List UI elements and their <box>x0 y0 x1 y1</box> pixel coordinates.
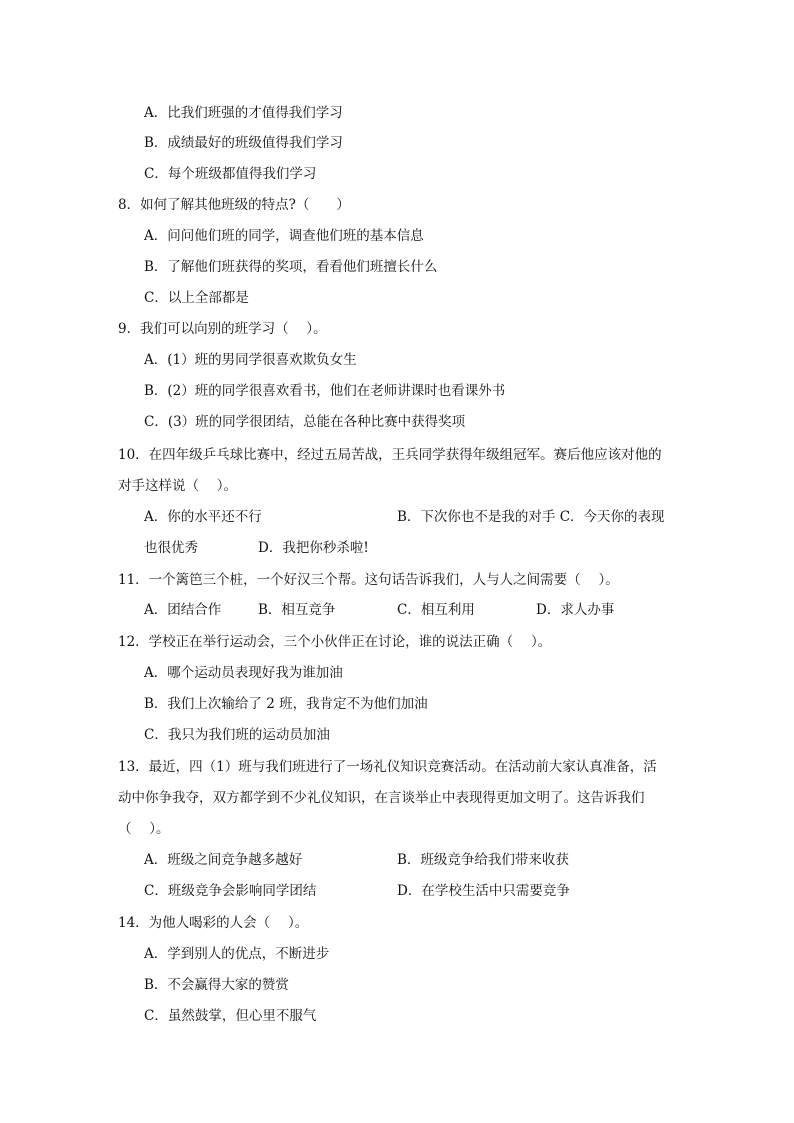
q12-option-a: A．哪个运动员表现好我为谁加油 <box>144 665 343 681</box>
q11-option-d: D．求人办事 <box>536 602 615 618</box>
q10-option-d: D．我把你秒杀啦! <box>258 540 369 556</box>
q9-option-a: A．(1）班的男同学很喜欢欺负女生 <box>144 352 357 368</box>
q12-option-b: B．我们上次输给了 2 班，我肯定不为他们加油 <box>144 696 428 712</box>
q7-option-a: A．比我们班强的才值得我们学习 <box>144 105 343 121</box>
q13-stem-line1: 13．最近，四（1）班与我们班进行了一场礼仪知识竞赛活动。在活动前大家认真准备，活 <box>118 759 657 775</box>
q8-option-b: B．了解他们班获得的奖项，看看他们班擅长什么 <box>144 259 438 275</box>
q8-option-a: A．问问他们班的同学，调查他们班的基本信息 <box>144 228 424 244</box>
q12-option-c: C．我只为我们班的运动员加油 <box>144 727 330 743</box>
q9-stem: 9．我们可以向别的班学习（ ）。 <box>118 321 327 337</box>
q13-option-c: C．班级竞争会影响同学团结 <box>144 883 317 899</box>
q14-option-c: C．虽然鼓掌，但心里不服气 <box>144 1008 317 1024</box>
q14-option-a: A．学到别人的优点，不断进步 <box>144 946 330 962</box>
q12-stem: 12．学校正在举行运动会，三个小伙伴正在讨论，谁的说法正确（ ）。 <box>118 634 552 650</box>
q10-option-a: A．你的水平还不行 <box>144 509 262 525</box>
q13-option-b: B．班级竞争给我们带来收获 <box>397 852 569 868</box>
q10-option-c-continued: 也很优秀 <box>144 540 198 556</box>
q13-option-a: A．班级之间竞争越多越好 <box>144 852 303 868</box>
q11-option-c: C．相互利用 <box>397 602 475 618</box>
q14-stem: 14．为他人喝彩的人会（ ）。 <box>118 915 309 931</box>
q13-stem-line3: （ ）。 <box>118 821 170 837</box>
q7-option-b: B．成绩最好的班级值得我们学习 <box>144 135 343 151</box>
q8-option-c: C．以上全部都是 <box>144 290 249 306</box>
q14-option-b: B．不会赢得大家的赞赏 <box>144 977 289 993</box>
q10-stem-line1: 10．在四年级乒乓球比赛中，经过五局苦战，王兵同学获得年级组冠军。赛后他应该对他的 <box>118 447 662 463</box>
q7-option-c: C．每个班级都值得我们学习 <box>144 166 317 182</box>
q11-option-b: B．相互竞争 <box>258 602 336 618</box>
q9-option-b: B．(2）班的同学很喜欢看书，他们在老师讲课时也看课外书 <box>144 383 506 399</box>
q11-stem: 11．一个篱笆三个桩，一个好汉三个帮。这句话告诉我们，人与人之间需要（ ）。 <box>118 572 619 588</box>
q10-option-b-c: B．下次你也不是我的对手 C．今天你的表现 <box>397 509 665 525</box>
q10-stem-line2: 对手这样说（ ）。 <box>118 478 238 494</box>
q13-option-d: D．在学校生活中只需要竞争 <box>397 883 570 899</box>
q11-option-a: A．团结合作 <box>144 602 222 618</box>
q9-option-c: C．(3）班的同学很团结，总能在各种比赛中获得奖项 <box>144 414 466 430</box>
q13-stem-line2: 动中你争我夺，双方都学到不少礼仪知识，在言谈举止中表现得更加文明了。这告诉我们 <box>118 790 645 806</box>
q8-stem: 8．如何了解其他班级的特点?（ ） <box>118 197 350 213</box>
